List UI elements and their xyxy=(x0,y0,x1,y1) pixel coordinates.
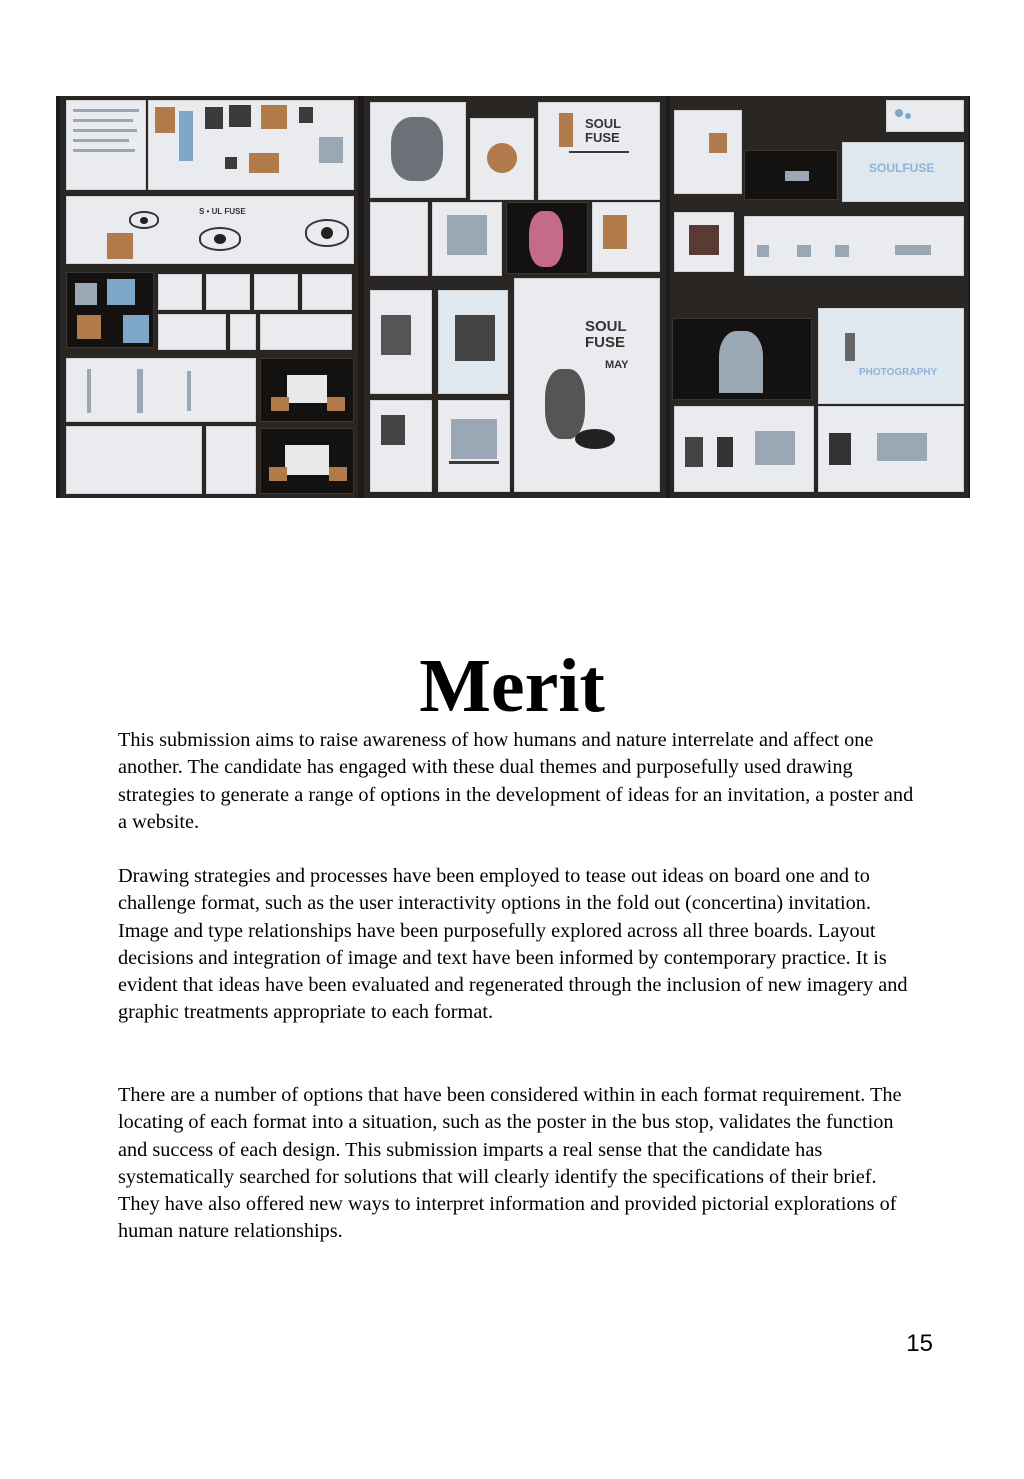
board-one-figures xyxy=(66,358,256,422)
board-one-sketch-9 xyxy=(206,426,256,494)
design-boards-photo xyxy=(56,96,970,498)
board-two-poster-1 xyxy=(370,290,432,394)
board-one-hands-1 xyxy=(260,358,354,422)
board-two-tile-3 xyxy=(506,202,588,274)
paragraph-text: There are a number of options that have been considered within in each format requirement. The locating of each format into a situation, such as the poster in the bus stop, validates the function and success of each design. This submission imparts a real sense that the candidate has systematically searched for solutions that will clearly identify the specifications of their brief. They have also offered new ways to interpret information and provided pictorial explorations of human nature relationships. xyxy=(118,1084,902,1243)
paragraph-text: Drawing strategies and processes have been employed to tease out ideas on board one and to challenge format, such as the user interactivity options in the fold out (concertina) invitation. Image and type relationships have been purposefully explored across all three boards. Layout decisions and integration of image and text have been informed by contemporary practice. It is evident that ideas have been evaluated and regenerated through the inclusion of new imagery and graphic treatments appropriate to each format. xyxy=(118,865,908,1024)
board-three-web-4 xyxy=(886,100,964,132)
board-three-web-3 xyxy=(842,142,964,202)
paragraph-text: This submission aims to raise awareness of how humans and nature interrelate and affect one another. The candidate has engaged with these dual themes and purposefully used drawing strategies to generate a range of options in the development of ideas for an invitation, a poster and a website. xyxy=(118,729,914,833)
page-title: Merit xyxy=(419,643,605,728)
board-one-sketch-4 xyxy=(302,274,352,310)
board-one-cubes xyxy=(66,272,154,348)
board-two-poster-3 xyxy=(370,400,432,492)
board-one-sketch-2 xyxy=(206,274,250,310)
board-three-photo-label: PHOTOGRAPHY xyxy=(859,367,938,378)
board-two-face xyxy=(370,102,466,198)
body-paragraph-2 xyxy=(118,863,918,1027)
board-three-web-6 xyxy=(744,216,964,276)
board-two-sketch xyxy=(470,118,534,200)
board-one xyxy=(60,96,358,498)
body-paragraph-1 xyxy=(118,727,918,836)
board-two-tile-1 xyxy=(370,202,428,276)
board-three-web-1 xyxy=(674,110,742,194)
board-three-web-5 xyxy=(674,212,734,272)
board-one-sketch-1 xyxy=(158,274,202,310)
board-one-moodboard xyxy=(148,100,354,190)
board-three-web-2 xyxy=(744,150,838,200)
board-one-sketch-6 xyxy=(230,314,256,350)
board-two-bus-stop xyxy=(438,400,510,492)
board-two-poster-date: MAY xyxy=(605,359,629,371)
board-two-poster-title: SOUL FUSE xyxy=(585,318,627,351)
body-paragraph-3 xyxy=(118,1082,918,1246)
board-one-eye-strip xyxy=(66,196,354,264)
board-three-web-9 xyxy=(674,406,814,492)
board-two-poster-2 xyxy=(438,290,508,394)
board-one-sketch-3 xyxy=(254,274,298,310)
board-three-web-10 xyxy=(818,406,964,492)
board-two-tile-2 xyxy=(432,202,502,276)
board-one-sketch-5 xyxy=(158,314,226,350)
board-one-hands-2 xyxy=(260,428,354,494)
board-three-web-7 xyxy=(672,318,812,400)
board-three-web-8 xyxy=(818,308,964,404)
board-one-sketch-7 xyxy=(260,314,352,350)
page-number: 15 xyxy=(906,1330,933,1357)
board-two-tile-4 xyxy=(592,202,660,272)
board-three xyxy=(670,96,968,498)
board-two xyxy=(364,96,666,498)
board-three-logo: SOULFUSE xyxy=(869,161,935,175)
board-two-main-poster xyxy=(514,278,660,492)
board-two-logo-card xyxy=(538,102,660,200)
board-one-notes xyxy=(66,100,146,190)
board-two-logo: SOUL FUSE xyxy=(585,116,621,145)
board-one-sketch-8 xyxy=(66,426,202,494)
board-one-heading: S • UL FUSE xyxy=(199,207,246,216)
